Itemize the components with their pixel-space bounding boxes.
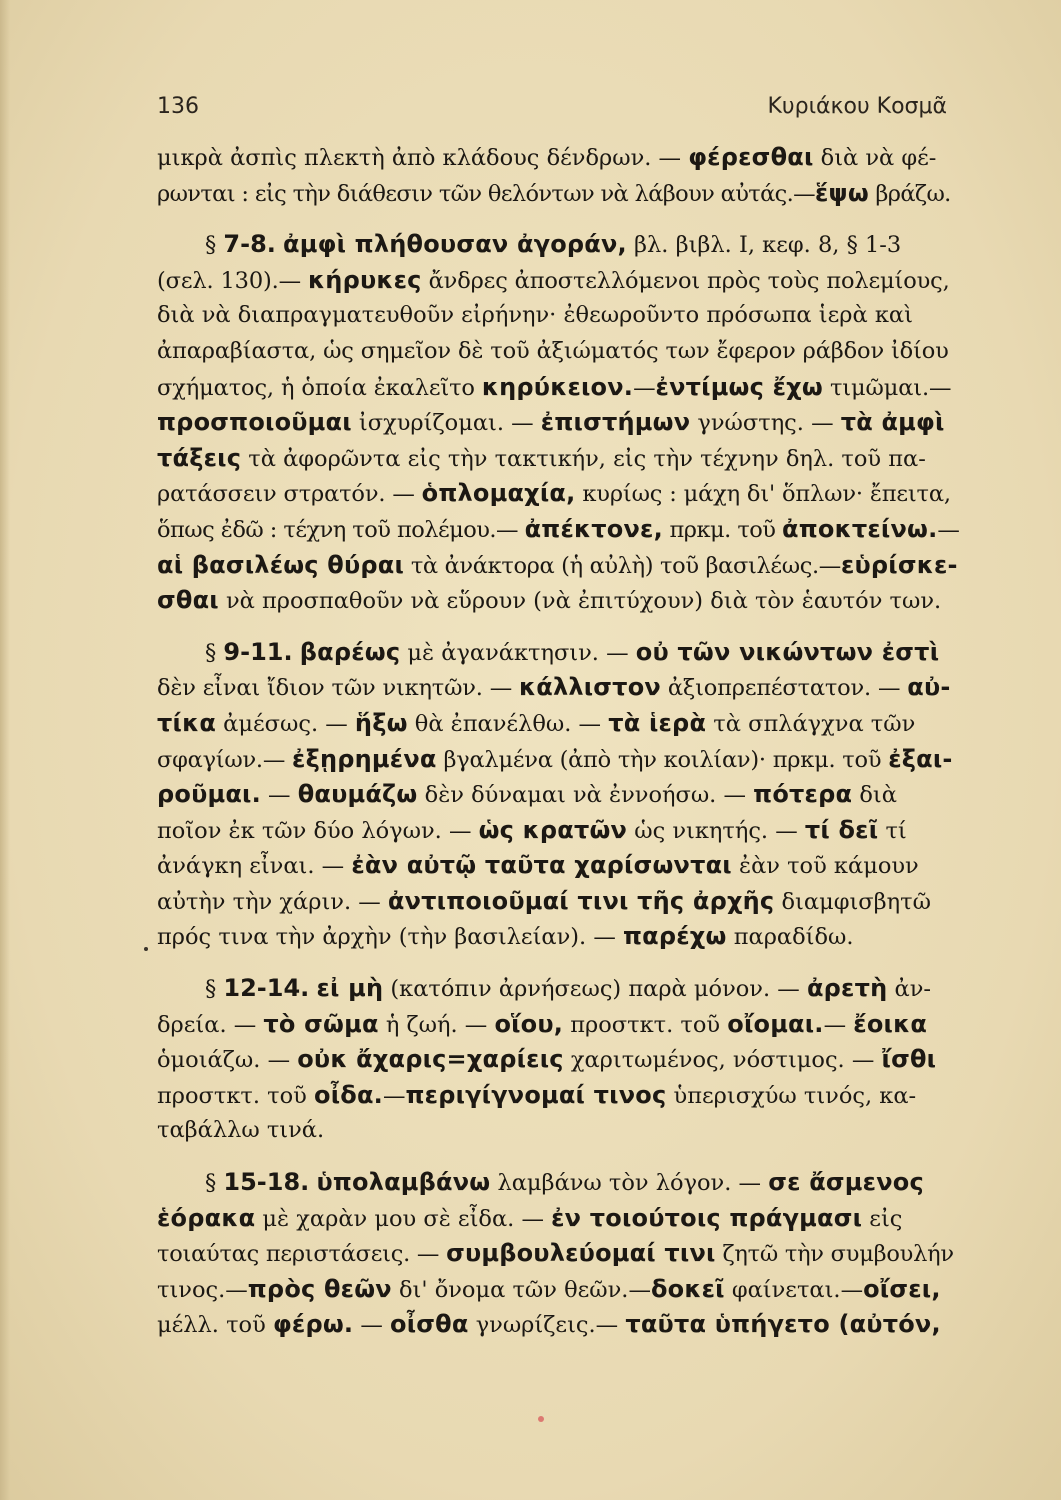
keyword: οἴομαι.: [727, 1009, 824, 1038]
text-line: μικρὰ ἀσπὶς πλεκτὴ ἀπὸ κλάδους δένδρων. — φέρεσθαι διὰ νὰ φέ-: [157, 143, 937, 171]
keyword: οἴσει,: [863, 1274, 941, 1303]
text-line: σχήματος, ἡ ὁποία ἐκαλεῖτο κηρύκειον.—ἐντίμως ἔχω τιμῶμαι.—: [157, 372, 952, 401]
keyword: εἰ μὴ: [316, 974, 384, 1003]
keyword: σθαι: [157, 586, 219, 615]
keyword: ἕψω: [815, 178, 869, 207]
keyword: ἀποκτείνω.: [782, 514, 938, 543]
text-line: σφαγίων.— ἐξῃρημένα βγαλμένα (ἀπὸ τὴν κοιλίαν)· πρκμ. τοῦ ἐξαι-: [157, 744, 953, 773]
text-line: αἱ βασιλέως θύραι τὰ ἀνάκτορα (ἡ αὐλὴ) τοῦ βασιλέως.—εὑρίσκε-: [157, 550, 958, 579]
text-line: δὲν εἶναι ἴδιον τῶν νικητῶν. — κάλλιστον ἀξιοπρεπέστατον. — αὐ-: [157, 673, 951, 702]
keyword: ἔοικα: [853, 1009, 928, 1038]
keyword: ἐν τοιούτοις πράγμασι: [551, 1203, 863, 1232]
keyword: δοκεῖ: [650, 1274, 725, 1303]
keyword: ἐξῃρημένα: [292, 744, 437, 773]
keyword: οἵου,: [494, 1009, 564, 1038]
text-line: τάξεις τὰ ἀφορῶντα εἰς τὴν τακτικήν, εἰς τὴν τέχνην δηλ. τοῦ πα-: [157, 443, 926, 472]
keyword: ἀρετὴ: [806, 974, 888, 1003]
running-title: Κυριάκου Κοσμᾶ: [767, 94, 947, 119]
keyword: ὁπλομαχία,: [421, 479, 576, 508]
keyword: αὐ-: [907, 673, 951, 702]
keyword: τὰ ἀμφὶ: [840, 408, 945, 437]
text-line: (σελ. 130).— κήρυκες ἄνδρες ἀποστελλόμενοι πρὸς τοὺς πολεμίους,: [157, 265, 950, 294]
text-line: τοιαύτας περιστάσεις. — συμβουλεύομαί τινι ζητῶ τὴν συμβουλήν: [157, 1239, 954, 1268]
keyword: ὡς κρατῶν: [478, 815, 628, 844]
text-line: ρατάσσειν στρατόν. — ὁπλομαχία, κυρίως : μάχη δι' ὅπλων· ἔπειτα,: [157, 479, 951, 508]
keyword: τὰ ἱερὰ: [608, 708, 707, 737]
keyword: σε ἄσμενος: [768, 1168, 924, 1197]
keyword: κηρύκειον.: [481, 372, 634, 401]
keyword: ἥξω: [354, 708, 408, 737]
keyword: τάξεις: [157, 443, 242, 472]
section-number: 9-11.: [223, 637, 293, 666]
text-line: διὰ νὰ διαπραγματευθοῦν εἰρήνην· ἐθεωροῦντο πρόσωπα ἱερὰ καὶ: [157, 302, 913, 329]
keyword: εὑρίσκε-: [840, 550, 958, 579]
keyword: φέρεσθαι: [688, 143, 814, 171]
keyword: ἀπέκτονε,: [524, 514, 663, 543]
keyword: ἐντίμως ἔχω: [655, 372, 823, 401]
text-line: ἑόρακα μὲ χαρὰν μου σὲ εἶδα. — ἐν τοιούτοις πράγμασι εἰς: [157, 1203, 903, 1232]
text-line: § 12-14. εἰ μὴ (κατόπιν ἀρνήσεως) παρὰ μόνον. — ἀρετὴ ἀν-: [205, 974, 932, 1003]
text-line: ποῖον ἐκ τῶν δύο λόγων. — ὡς κρατῶν ὡς νικητής. — τί δεῖ τί: [157, 815, 907, 844]
keyword: ὑπολαμβάνω: [316, 1168, 491, 1197]
ink-spot: [538, 1416, 544, 1422]
text-line: § 7-8. ἀμφὶ πλήθουσαν ἀγοράν, βλ. βιβλ. Ι, κεφ. 8, § 1-3: [205, 230, 902, 259]
text-line: ἀνάγκη εἶναι. — ἐὰν αὐτῷ ταῦτα χαρίσωνται ἐὰν τοῦ κάμουν: [157, 851, 919, 880]
paragraph-7-8: [157, 227, 960, 619]
keyword: κήρυκες: [308, 265, 422, 294]
text-line: πρός τινα τὴν ἀρχὴν (τὴν βασιλείαν). — παρέχω παραδίδω.: [157, 922, 854, 951]
paragraph-12-14: [157, 971, 949, 1149]
keyword: συμβουλεύομαί τινι: [446, 1239, 716, 1268]
keyword: τὸ σῶμα: [263, 1009, 379, 1038]
text-line: τίκα ἀμέσως. — ἥξω θὰ ἐπανέλθω. — τὰ ἱερὰ τὰ σπλάγχνα τῶν: [157, 708, 916, 737]
keyword: ἴσθι: [881, 1045, 937, 1074]
page-header: [157, 94, 947, 128]
keyword: βαρέως: [299, 637, 401, 666]
paragraph-9-11: [157, 635, 953, 955]
keyword: οὐ τῶν νικώντων ἐστὶ: [635, 637, 940, 666]
keyword: πρὸς θεῶν: [247, 1274, 392, 1303]
keyword: ἀμφὶ πλήθουσαν ἀγοράν,: [283, 230, 627, 259]
text-line: ὁμοιάζω. — οὐκ ἄχαρις=χαρίεις χαριτωμένος, νόστιμος. — ἴσθι: [157, 1045, 937, 1074]
keyword: ἐὰν αὐτῷ ταῦτα χαρίσωνται: [351, 851, 732, 880]
text-line: δρεία. — τὸ σῶμα ἡ ζωή. — οἵου, προστκτ. τοῦ οἴομαι.— ἔοικα: [157, 1009, 928, 1038]
section-number: 12-14.: [223, 974, 310, 1003]
section-number: 15-18.: [223, 1168, 310, 1197]
keyword: κάλλιστον: [519, 673, 661, 702]
text-line: § 9-11. βαρέως μὲ ἀγανάκτησιν. — οὐ τῶν νικώντων ἐστὶ: [205, 637, 940, 666]
text-line: ἀπαραβίαστα, ὡς σημεῖον δὲ τοῦ ἀξιώματός των ἔφερον ράβδον ἰδίου: [157, 337, 949, 364]
keyword: ἀντιποιοῦμαί τινι τῆς ἀρχῆς: [387, 886, 775, 915]
text-line: σθαι νὰ προσπαθοῦν νὰ εὕρουν (νὰ ἐπιτύχουν) διὰ τὸν ἑαυτόν των.: [157, 586, 942, 615]
keyword: ἑόρακα: [157, 1203, 256, 1232]
keyword: προσποιοῦμαι: [157, 408, 352, 437]
text-line: ρωνται : εἰς τὴν διάθεσιν τῶν θελόντων νὰ λάβουν αὐτάς.—ἕψω βράζω.: [157, 178, 951, 207]
keyword: αἱ βασιλέως θύραι: [157, 550, 405, 579]
text-line: τινος.—πρὸς θεῶν δι' ὄνομα τῶν θεῶν.—δοκεῖ φαίνεται.—οἴσει,: [157, 1274, 941, 1303]
page-number: 136: [157, 94, 199, 119]
keyword: παρέχω: [623, 922, 727, 951]
keyword: φέρω.: [272, 1310, 354, 1339]
text-line: μέλλ. τοῦ φέρω. — οἶσθα γνωρίζεις.— ταῦτα ὑπήγετο (αὐτόν,: [157, 1310, 941, 1339]
keyword: περιγίγνομαί τινος: [405, 1080, 667, 1109]
text-line: § 15-18. ὑπολαμβάνω λαμβάνω τὸν λόγον. — σε ἄσμενος: [205, 1168, 924, 1197]
section-number: 7-8.: [223, 230, 276, 259]
text-line: προσποιοῦμαι ἰσχυρίζομαι. — ἐπιστήμων γνώστης. — τὰ ἀμφὶ: [157, 408, 945, 437]
text-line: ροῦμαι. — θαυμάζω δὲν δύναμαι νὰ ἐννοήσω. — πότερα διὰ: [157, 780, 897, 809]
keyword: τίκα: [157, 708, 217, 737]
keyword: οὐκ ἄχαρις=χαρίεις: [297, 1045, 564, 1074]
keyword: θαυμάζω: [297, 780, 418, 809]
paragraph-15-18: [157, 1165, 954, 1343]
page-edge-shadow: [0, 0, 10, 1500]
keyword: οἶσθα: [390, 1310, 469, 1339]
keyword: ἐξαι-: [888, 744, 953, 773]
keyword: ροῦμαι.: [157, 780, 261, 809]
keyword: ἐπιστήμων: [540, 408, 691, 437]
margin-mark: [144, 947, 148, 951]
text-line: αὐτὴν τὴν χάριν. — ἀντιποιοῦμαί τινι τῆς ἀρχῆς διαμφισβητῶ: [157, 886, 931, 915]
paragraph-intro: [157, 140, 949, 211]
text-line: ταβάλλω τινά.: [157, 1117, 325, 1144]
keyword: πότερα: [753, 780, 853, 809]
keyword: τί δεῖ: [804, 815, 879, 844]
keyword: ταῦτα ὑπήγετο (αὐτόν,: [625, 1310, 941, 1339]
text-line: ὅπως ἐδῶ : τέχνη τοῦ πολέμου.— ἀπέκτονε, πρκμ. τοῦ ἀποκτείνω.—: [157, 514, 960, 543]
keyword: οἶδα.: [314, 1080, 383, 1109]
text-line: προστκτ. τοῦ οἶδα.—περιγίγνομαί τινος ὑπερισχύω τινός, κα-: [157, 1080, 917, 1109]
page-body: [157, 140, 960, 1343]
